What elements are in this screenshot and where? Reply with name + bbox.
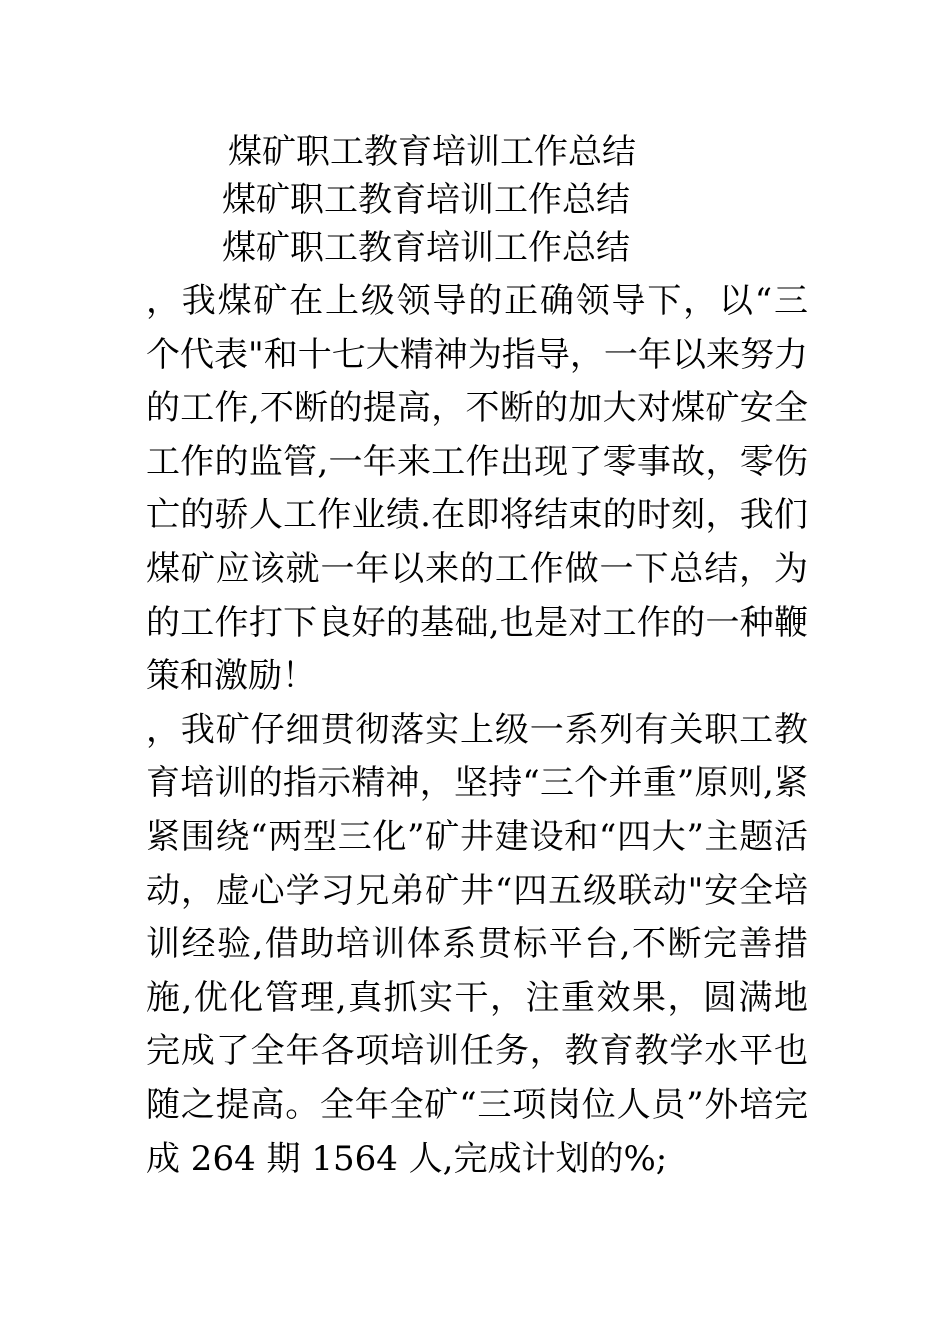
document-title: 煤矿职工教育培训工作总结 [228, 132, 636, 172]
document-subtitle-repeat: 煤矿职工教育培训工作总结 [222, 228, 630, 268]
paragraph-intro: ，我煤矿在上级领导的正确领导下，以“三个代表"和十七大精神为指导，一年以来努力的工作,不断的提高，不断的加大对煤矿安全工作的监管,一年来工作出现了零事故，零伤亡的骄人工作业绩.在即将结束的时刻，我们煤矿应该就一年以来的工作做一下总结，为的工作打下良好的基础,也是对工作的一种鞭策和激励！ [146, 281, 808, 697]
document-body [146, 275, 808, 1186]
document-subtitle: 煤矿职工教育培训工作总结 [222, 180, 630, 220]
paragraph-training: ，我矿仔细贯彻落实上级一系列有关职工教育培训的指示精神，坚持“三个并重”原则,紧紧围绕“两型三化”矿井建设和“四大”主题活动，虚心学习兄弟矿井“四五级联动"安全培训经验,借助培训体系贯标平台,不断完善措施,优化管理,真抓实干，注重效果，圆满地完成了全年各项培训任务，教育教学水平也随之提高。全年全矿“三项岗位人员”外培完成 264 期 1564 人,完成计划的%; [146, 709, 808, 1179]
